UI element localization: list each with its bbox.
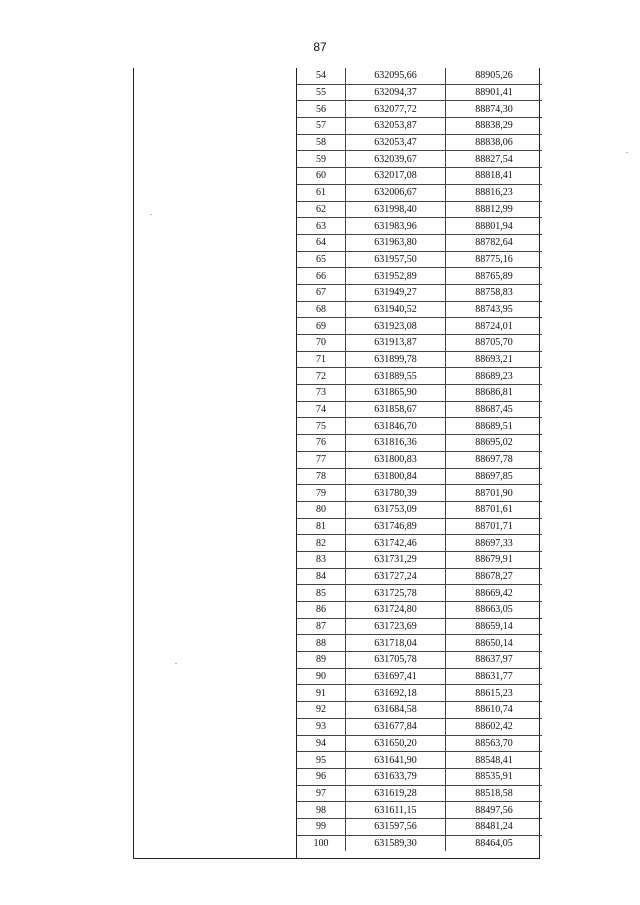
table-row <box>297 568 542 585</box>
point-number-cell: 90 <box>297 668 346 685</box>
table-row <box>297 301 542 318</box>
point-number-cell: 77 <box>297 451 346 468</box>
y-coordinate-cell: 88602,42 <box>446 718 543 735</box>
y-coordinate-cell: 88697,78 <box>446 451 543 468</box>
scan-speck <box>626 152 628 153</box>
y-coordinate-cell: 88650,14 <box>446 635 543 652</box>
x-coordinate-cell: 631846,70 <box>346 418 446 435</box>
table-row <box>297 551 542 568</box>
x-coordinate-cell: 631865,90 <box>346 385 446 402</box>
y-coordinate-cell: 88663,05 <box>446 602 543 619</box>
x-coordinate-cell: 631725,78 <box>346 585 446 602</box>
y-coordinate-cell: 88610,74 <box>446 702 543 719</box>
point-number-cell: 60 <box>297 168 346 185</box>
point-number-cell: 86 <box>297 602 346 619</box>
y-coordinate-cell: 88743,95 <box>446 301 543 318</box>
table-row <box>297 218 542 235</box>
x-coordinate-cell: 631983,96 <box>346 218 446 235</box>
table-row <box>297 418 542 435</box>
table-row <box>297 618 542 635</box>
point-number-cell: 81 <box>297 518 346 535</box>
point-number-cell: 59 <box>297 151 346 168</box>
table-row <box>297 735 542 752</box>
scan-speck <box>150 214 152 215</box>
x-coordinate-cell: 632053,47 <box>346 134 446 151</box>
y-coordinate-cell: 88705,70 <box>446 335 543 352</box>
point-number-cell: 64 <box>297 234 346 251</box>
y-coordinate-cell: 88481,24 <box>446 818 543 835</box>
table-row <box>297 818 542 835</box>
x-coordinate-cell: 631889,55 <box>346 368 446 385</box>
y-coordinate-cell: 88678,27 <box>446 568 543 585</box>
table-row <box>297 785 542 802</box>
x-coordinate-cell: 631940,52 <box>346 301 446 318</box>
point-number-cell: 85 <box>297 585 346 602</box>
y-coordinate-cell: 88518,58 <box>446 785 543 802</box>
table-row <box>297 151 542 168</box>
x-coordinate-cell: 632077,72 <box>346 101 446 118</box>
empty-left-column <box>134 68 297 858</box>
x-coordinate-cell: 631952,89 <box>346 268 446 285</box>
point-number-cell: 66 <box>297 268 346 285</box>
x-coordinate-cell: 631899,78 <box>346 351 446 368</box>
table-row <box>297 518 542 535</box>
y-coordinate-cell: 88724,01 <box>446 318 543 335</box>
table-row <box>297 485 542 502</box>
table-row <box>297 268 542 285</box>
y-coordinate-cell: 88615,23 <box>446 685 543 702</box>
x-coordinate-cell: 631753,09 <box>346 501 446 518</box>
coordinates-table <box>297 68 542 851</box>
table-row <box>297 685 542 702</box>
point-number-cell: 61 <box>297 184 346 201</box>
x-coordinate-cell: 631697,41 <box>346 668 446 685</box>
x-coordinate-cell: 631611,15 <box>346 802 446 819</box>
x-coordinate-cell: 631684,58 <box>346 702 446 719</box>
x-coordinate-cell: 631800,84 <box>346 468 446 485</box>
table-row <box>297 118 542 135</box>
y-coordinate-cell: 88701,61 <box>446 501 543 518</box>
y-coordinate-cell: 88701,71 <box>446 518 543 535</box>
point-number-cell: 95 <box>297 752 346 769</box>
x-coordinate-cell: 631742,46 <box>346 535 446 552</box>
table-row <box>297 501 542 518</box>
point-number-cell: 63 <box>297 218 346 235</box>
y-coordinate-cell: 88697,85 <box>446 468 543 485</box>
x-coordinate-cell: 631705,78 <box>346 652 446 669</box>
point-number-cell: 74 <box>297 401 346 418</box>
x-coordinate-cell: 631963,80 <box>346 234 446 251</box>
table-row <box>297 535 542 552</box>
point-number-cell: 82 <box>297 535 346 552</box>
y-coordinate-cell: 88812,99 <box>446 201 543 218</box>
point-number-cell: 87 <box>297 618 346 635</box>
x-coordinate-cell: 631780,39 <box>346 485 446 502</box>
y-coordinate-cell: 88686,81 <box>446 385 543 402</box>
y-coordinate-cell: 88464,05 <box>446 835 543 851</box>
x-coordinate-cell: 631800,83 <box>346 451 446 468</box>
x-coordinate-cell: 632039,67 <box>346 151 446 168</box>
table-row <box>297 435 542 452</box>
y-coordinate-cell: 88679,91 <box>446 551 543 568</box>
table-row <box>297 168 542 185</box>
point-number-cell: 57 <box>297 118 346 135</box>
point-number-cell: 65 <box>297 251 346 268</box>
point-number-cell: 83 <box>297 551 346 568</box>
y-coordinate-cell: 88631,77 <box>446 668 543 685</box>
point-number-cell: 56 <box>297 101 346 118</box>
table-row <box>297 68 542 84</box>
table-row <box>297 652 542 669</box>
x-coordinate-cell: 631957,50 <box>346 251 446 268</box>
x-coordinate-cell: 632094,37 <box>346 84 446 101</box>
y-coordinate-cell: 88687,45 <box>446 401 543 418</box>
point-number-cell: 71 <box>297 351 346 368</box>
point-number-cell: 70 <box>297 335 346 352</box>
x-coordinate-cell: 631998,40 <box>346 201 446 218</box>
x-coordinate-cell: 631746,89 <box>346 518 446 535</box>
point-number-cell: 69 <box>297 318 346 335</box>
point-number-cell: 92 <box>297 702 346 719</box>
point-number-cell: 54 <box>297 68 346 84</box>
point-number-cell: 58 <box>297 134 346 151</box>
point-number-cell: 78 <box>297 468 346 485</box>
y-coordinate-cell: 88775,16 <box>446 251 543 268</box>
table-row <box>297 234 542 251</box>
y-coordinate-cell: 88693,21 <box>446 351 543 368</box>
point-number-cell: 98 <box>297 802 346 819</box>
y-coordinate-cell: 88689,23 <box>446 368 543 385</box>
point-number-cell: 100 <box>297 835 346 851</box>
table-row <box>297 768 542 785</box>
table-row <box>297 702 542 719</box>
x-coordinate-cell: 632095,66 <box>346 68 446 84</box>
table-row <box>297 802 542 819</box>
table-row <box>297 368 542 385</box>
point-number-cell: 94 <box>297 735 346 752</box>
table-row <box>297 668 542 685</box>
y-coordinate-cell: 88838,06 <box>446 134 543 151</box>
y-coordinate-cell: 88535,91 <box>446 768 543 785</box>
x-coordinate-cell: 631913,87 <box>346 335 446 352</box>
table-row <box>297 401 542 418</box>
table-row <box>297 468 542 485</box>
x-coordinate-cell: 631816,36 <box>346 435 446 452</box>
y-coordinate-cell: 88838,29 <box>446 118 543 135</box>
y-coordinate-cell: 88563,70 <box>446 735 543 752</box>
point-number-cell: 72 <box>297 368 346 385</box>
table-row <box>297 201 542 218</box>
point-number-cell: 84 <box>297 568 346 585</box>
x-coordinate-cell: 631858,67 <box>346 401 446 418</box>
point-number-cell: 73 <box>297 385 346 402</box>
coordinates-table-body <box>297 68 542 851</box>
y-coordinate-cell: 88782,64 <box>446 234 543 251</box>
point-number-cell: 89 <box>297 652 346 669</box>
y-coordinate-cell: 88701,90 <box>446 485 543 502</box>
point-number-cell: 79 <box>297 485 346 502</box>
table-row <box>297 602 542 619</box>
y-coordinate-cell: 88689,51 <box>446 418 543 435</box>
point-number-cell: 88 <box>297 635 346 652</box>
coordinates-table-frame <box>133 68 540 859</box>
y-coordinate-cell: 88816,23 <box>446 184 543 201</box>
x-coordinate-cell: 631619,28 <box>346 785 446 802</box>
table-row <box>297 284 542 301</box>
table-row <box>297 318 542 335</box>
point-number-cell: 80 <box>297 501 346 518</box>
point-number-cell: 91 <box>297 685 346 702</box>
x-coordinate-cell: 631589,30 <box>346 835 446 851</box>
scan-speck <box>175 663 177 664</box>
point-number-cell: 62 <box>297 201 346 218</box>
table-row <box>297 718 542 735</box>
x-coordinate-cell: 631731,29 <box>346 551 446 568</box>
x-coordinate-cell: 632006,67 <box>346 184 446 201</box>
y-coordinate-cell: 88659,14 <box>446 618 543 635</box>
x-coordinate-cell: 631727,24 <box>346 568 446 585</box>
y-coordinate-cell: 88765,89 <box>446 268 543 285</box>
table-row <box>297 585 542 602</box>
table-row <box>297 335 542 352</box>
x-coordinate-cell: 631723,69 <box>346 618 446 635</box>
x-coordinate-cell: 631923,08 <box>346 318 446 335</box>
point-number-cell: 96 <box>297 768 346 785</box>
table-row <box>297 351 542 368</box>
point-number-cell: 55 <box>297 84 346 101</box>
point-number-cell: 68 <box>297 301 346 318</box>
table-row <box>297 635 542 652</box>
x-coordinate-cell: 631718,04 <box>346 635 446 652</box>
table-row <box>297 451 542 468</box>
x-coordinate-cell: 632053,87 <box>346 118 446 135</box>
point-number-cell: 93 <box>297 718 346 735</box>
x-coordinate-cell: 631650,20 <box>346 735 446 752</box>
x-coordinate-cell: 631641,90 <box>346 752 446 769</box>
table-row <box>297 752 542 769</box>
table-row <box>297 251 542 268</box>
x-coordinate-cell: 631692,18 <box>346 685 446 702</box>
y-coordinate-cell: 88801,94 <box>446 218 543 235</box>
x-coordinate-cell: 631724,80 <box>346 602 446 619</box>
point-number-cell: 76 <box>297 435 346 452</box>
x-coordinate-cell: 632017,08 <box>346 168 446 185</box>
page-number: 87 <box>313 40 327 54</box>
y-coordinate-cell: 88905,26 <box>475 70 513 82</box>
x-coordinate-cell: 631677,84 <box>346 718 446 735</box>
y-coordinate-cell: 88758,83 <box>446 284 543 301</box>
table-row <box>297 835 542 851</box>
y-coordinate-cell: 88901,41 <box>446 84 543 101</box>
point-number-cell: 67 <box>297 284 346 301</box>
table-row <box>297 84 542 101</box>
x-coordinate-cell: 631597,56 <box>346 818 446 835</box>
table-row <box>297 385 542 402</box>
y-coordinate-cell: 88497,56 <box>446 802 543 819</box>
table-row <box>297 101 542 118</box>
y-coordinate-cell: 88548,41 <box>446 752 543 769</box>
y-coordinate-cell: 88669,42 <box>446 585 543 602</box>
point-number-cell: 99 <box>297 818 346 835</box>
x-coordinate-cell: 631949,27 <box>346 284 446 301</box>
y-coordinate-cell: 88637,97 <box>446 652 543 669</box>
x-coordinate-cell: 631633,79 <box>346 768 446 785</box>
table-row <box>297 134 542 151</box>
y-coordinate-cell: 88874,30 <box>446 101 543 118</box>
y-coordinate-cell: 88827,54 <box>446 151 543 168</box>
point-number-cell: 75 <box>297 418 346 435</box>
y-coordinate-cell: 88697,33 <box>446 535 543 552</box>
y-coordinate-cell: 88695,02 <box>446 435 543 452</box>
y-coordinate-cell: 88818,41 <box>446 168 543 185</box>
point-number-cell: 97 <box>297 785 346 802</box>
table-row <box>297 184 542 201</box>
